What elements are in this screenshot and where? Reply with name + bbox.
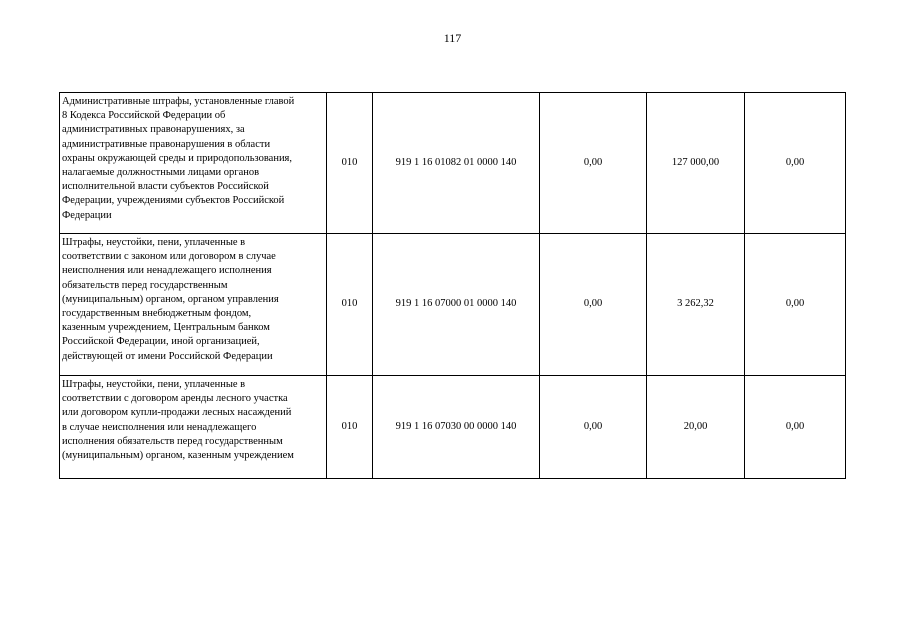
- row-value-3: 0,00: [745, 234, 846, 376]
- row-value-2: 127 000,00: [647, 93, 745, 234]
- page-number: 117: [443, 31, 462, 45]
- row-code: 010: [327, 376, 373, 479]
- row-description: Административные штрафы, установленные главой 8 Кодекса Российской Федерации об административных правонарушениях, за административные правонарушения в области охраны окружающей среды и природопользования, налагаемые должностными лицами органов исполнительной власти субъектов Российской Федерации, учреждениями субъектов Российской Федерации: [60, 93, 327, 234]
- row-value-3: 0,00: [745, 93, 846, 234]
- row-kbk: 919 1 16 07000 01 0000 140: [373, 234, 540, 376]
- table-row: [60, 93, 846, 234]
- row-description: Штрафы, неустойки, пени, уплаченные в соответствии с договором аренды лесного участка или договором купли-продажи лесных насаждений в случае неисполнения или ненадлежащего исполнения обязательств перед государственным (муниципальным) органом, казенным учреждением: [60, 376, 327, 479]
- row-value-1: 0,00: [540, 93, 647, 234]
- row-value-3: 0,00: [745, 376, 846, 479]
- budget-table: [59, 92, 846, 479]
- table-row: [60, 376, 846, 479]
- row-value-2: 3 262,32: [647, 234, 745, 376]
- row-code: 010: [327, 93, 373, 234]
- table-row: [60, 234, 846, 376]
- row-code: 010: [327, 234, 373, 376]
- row-value-1: 0,00: [540, 234, 647, 376]
- row-description: Штрафы, неустойки, пени, уплаченные в соответствии с законом или договором в случае неисполнения или ненадлежащего исполнения обязательств перед государственным (муниципальным) органом, органом управления государственным внебюджетным фондом, казенным учреждением, Центральным банком Российской Федерации, иной организацией, действующей от имени Российской Федерации: [60, 234, 327, 376]
- row-value-1: 0,00: [540, 376, 647, 479]
- row-kbk: 919 1 16 07030 00 0000 140: [373, 376, 540, 479]
- row-kbk: 919 1 16 01082 01 0000 140: [373, 93, 540, 234]
- row-value-2: 20,00: [647, 376, 745, 479]
